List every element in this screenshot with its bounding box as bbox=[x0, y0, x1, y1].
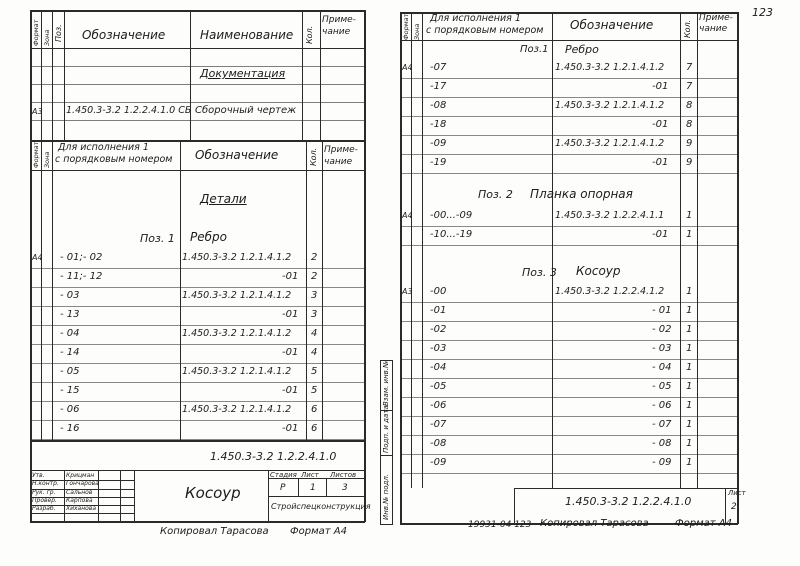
signature-role: Утв. bbox=[32, 472, 45, 479]
row-qty: 1 bbox=[686, 438, 693, 449]
row-exec: - 13 bbox=[60, 309, 80, 320]
row-divider bbox=[400, 416, 738, 417]
row-qty: 1 bbox=[686, 343, 693, 354]
header-designation: Обозначение bbox=[82, 28, 166, 42]
row-exec: -10...-19 bbox=[430, 229, 473, 240]
row-divider bbox=[400, 116, 738, 117]
r-header-qty: Кол. bbox=[683, 19, 692, 38]
row-exec: -06 bbox=[430, 400, 447, 411]
r-footer-copied: Копировал Тарасова bbox=[540, 518, 649, 529]
row-designation: -01 bbox=[652, 229, 669, 240]
doc-format: А3 bbox=[32, 107, 43, 116]
title-block-name: Косоур bbox=[185, 484, 241, 502]
row-designation: - 06 bbox=[652, 400, 672, 411]
row-divider bbox=[400, 340, 738, 341]
row-qty: 4 bbox=[311, 347, 318, 358]
row-divider bbox=[400, 321, 738, 322]
row-qty: 1 bbox=[686, 381, 693, 392]
row-qty: 1 bbox=[686, 305, 693, 316]
row-qty: 1 bbox=[686, 419, 693, 430]
r-header-designation: Обозначение bbox=[570, 18, 654, 32]
row-designation: 1.450.3-3.2 1.2.1.4.1.2 bbox=[555, 138, 665, 149]
row-qty: 1 bbox=[686, 229, 693, 240]
signature-role: Н.контр. bbox=[32, 480, 59, 488]
row-qty: 6 bbox=[311, 404, 318, 415]
r-pos2-label: Поз. 2 bbox=[478, 188, 513, 201]
header-pos: Поз. bbox=[54, 24, 63, 42]
row-exec: -07 bbox=[430, 62, 447, 73]
row-qty: 2 bbox=[311, 271, 318, 282]
row-qty: 6 bbox=[311, 423, 318, 434]
title-block-code: 1.450.3-3.2 1.2.2.4.1.0 bbox=[210, 450, 337, 463]
row-designation: 1.450.3-3.2 1.2.2.4.1.1 bbox=[555, 210, 665, 221]
r-header-exec-1: Для исполнения 1 bbox=[430, 13, 521, 24]
side-label-sign: Подп. и дата bbox=[382, 405, 390, 453]
r-header-format: Формат bbox=[402, 13, 410, 40]
row-qty: 5 bbox=[311, 366, 318, 377]
row-exec: -00 bbox=[430, 286, 447, 297]
row-exec: -09 bbox=[430, 457, 447, 468]
r-pos3-name: Косоур bbox=[576, 264, 621, 278]
r-footer-order: 19931-04 123 bbox=[468, 520, 532, 530]
r-pos3-label: Поз. 3 bbox=[522, 266, 557, 279]
row-qty: 8 bbox=[686, 119, 693, 130]
row-designation: 1.450.3-3.2 1.2.1.4.1.2 bbox=[555, 100, 665, 111]
row-exec: - 03 bbox=[60, 290, 80, 301]
row-exec: - 15 bbox=[60, 385, 80, 396]
organization: Стройспецконструкция bbox=[271, 502, 371, 511]
sub-header-exec-2: с порядковым номером bbox=[55, 154, 173, 165]
r-sheet-label: Лист bbox=[728, 489, 746, 497]
header-note: Приме- чание bbox=[322, 15, 356, 37]
signature-person: Карпова bbox=[66, 496, 93, 504]
sub-header-qty: Кол. bbox=[309, 147, 318, 166]
row-qty: 1 bbox=[686, 210, 693, 221]
row-exec: -02 bbox=[430, 324, 447, 335]
row-exec: - 11;- 12 bbox=[60, 271, 103, 282]
row-exec: -03 bbox=[430, 343, 447, 354]
row-divider bbox=[400, 226, 738, 227]
header-qty: Кол. bbox=[305, 25, 314, 44]
r-pos1-name: Ребро bbox=[565, 43, 599, 56]
row-exec: - 04 bbox=[60, 328, 80, 339]
row-designation: 1.450.3-3.2 1.2.1.4.1.2 bbox=[182, 366, 292, 377]
row-qty: 9 bbox=[686, 138, 693, 149]
signature-role: Провер. bbox=[32, 496, 57, 504]
row-divider bbox=[400, 435, 738, 436]
stage-value: Р bbox=[280, 483, 286, 493]
row-exec: - 01;- 02 bbox=[60, 252, 103, 263]
row-designation: - 08 bbox=[652, 438, 672, 449]
side-label-inv: Инв.№ подл. bbox=[382, 473, 390, 520]
signature-role: Рук. гр. bbox=[32, 488, 56, 496]
sub-header-designation: Обозначение bbox=[195, 148, 279, 162]
row-divider bbox=[400, 359, 738, 360]
r-header-exec-2: с порядковым номером bbox=[426, 25, 544, 36]
row-designation: -01 bbox=[652, 157, 669, 168]
row-designation: -01 bbox=[652, 81, 669, 92]
row-designation: -01 bbox=[282, 385, 299, 396]
r-pos2-name: Планка опорная bbox=[530, 187, 633, 201]
r-sheet-no: 2 bbox=[731, 502, 737, 512]
row-designation: - 09 bbox=[652, 457, 672, 468]
header-zone: Зона bbox=[43, 29, 51, 46]
row-exec: -09 bbox=[430, 138, 447, 149]
signature-person: Гончарова bbox=[66, 480, 99, 488]
footer-copied: Копировал Тарасова bbox=[160, 526, 269, 537]
row-qty: 1 bbox=[686, 362, 693, 373]
row-divider bbox=[400, 378, 738, 379]
r-bottom-code: 1.450.3-3.2 1.2.2.4.1.0 bbox=[565, 495, 692, 508]
header-format: Формат bbox=[32, 19, 40, 46]
row-exec: -19 bbox=[430, 157, 447, 168]
row-designation: -01 bbox=[282, 347, 299, 358]
sub-header-zone: Зона bbox=[43, 151, 51, 168]
sheets-label: Листов bbox=[330, 471, 357, 479]
row-divider bbox=[400, 245, 738, 246]
row-divider bbox=[400, 454, 738, 455]
row-designation: - 03 bbox=[652, 343, 672, 354]
details-section-title: Детали bbox=[200, 192, 247, 206]
row-qty: 7 bbox=[686, 62, 693, 73]
row-divider bbox=[400, 135, 738, 136]
header-name: Наименование bbox=[200, 28, 294, 42]
row-designation: -01 bbox=[282, 271, 299, 282]
row-qty: 8 bbox=[686, 100, 693, 111]
row-qty: 3 bbox=[311, 290, 318, 301]
row-exec: -08 bbox=[430, 438, 447, 449]
row-qty: 1 bbox=[686, 286, 693, 297]
row-exec: -08 bbox=[430, 100, 447, 111]
row-qty: 4 bbox=[311, 328, 318, 339]
row-divider bbox=[400, 173, 738, 174]
row-designation: -01 bbox=[652, 119, 669, 130]
r-footer-format: Формат А4 bbox=[675, 518, 732, 529]
row-qty: 5 bbox=[311, 385, 318, 396]
row-exec: -05 bbox=[430, 381, 447, 392]
sub-header-format: Формат bbox=[32, 141, 40, 168]
row-designation: 1.450.3-3.2 1.2.1.4.1.2 bbox=[182, 252, 292, 263]
row-divider bbox=[400, 97, 738, 98]
corner-page-number: 123 bbox=[752, 6, 773, 19]
row-designation: 1.450.3-3.2 1.2.1.4.1.2 bbox=[182, 404, 292, 415]
pos1-label: Поз. 1 bbox=[140, 232, 175, 245]
row-designation: - 02 bbox=[652, 324, 672, 335]
row-designation: -01 bbox=[282, 423, 299, 434]
sheet-label: Лист bbox=[301, 471, 319, 479]
row-qty: 2 bbox=[311, 252, 318, 263]
row-divider bbox=[400, 78, 738, 79]
row-divider bbox=[400, 397, 738, 398]
row-exec: -07 bbox=[430, 419, 447, 430]
signature-person: Сальнов bbox=[66, 488, 93, 496]
row-exec: -18 bbox=[430, 119, 447, 130]
row-divider bbox=[400, 154, 738, 155]
sheets-value: 3 bbox=[342, 483, 348, 493]
row-format: А4 bbox=[32, 253, 43, 262]
r-header-zone: Зона bbox=[413, 23, 421, 40]
signature-person: Хиханова bbox=[66, 505, 97, 513]
doc-designation: 1.450.3-3.2 1.2.2.4.1.0 СБ bbox=[66, 105, 192, 116]
row-divider bbox=[400, 302, 738, 303]
row-designation: - 07 bbox=[652, 419, 672, 430]
row-exec: - 14 bbox=[60, 347, 80, 358]
row-qty: 9 bbox=[686, 157, 693, 168]
row-exec: -17 bbox=[430, 81, 447, 92]
row-exec: - 06 bbox=[60, 404, 80, 415]
row-designation: 1.450.3-3.2 1.2.1.4.1.2 bbox=[182, 328, 292, 339]
r-header-note: Приме- чание bbox=[699, 13, 733, 34]
doc-section-title: Документация bbox=[200, 67, 286, 80]
row-divider bbox=[400, 473, 738, 474]
row-qty: 3 bbox=[311, 309, 318, 320]
r-pos1-label: Поз.1 bbox=[520, 44, 549, 55]
row-qty: 1 bbox=[686, 457, 693, 468]
row-exec: - 05 bbox=[60, 366, 80, 377]
row-qty: 1 bbox=[686, 400, 693, 411]
sub-header-exec-1: Для исполнения 1 bbox=[58, 142, 149, 153]
row-designation: 1.450.3-3.2 1.2.2.4.1.2 bbox=[555, 286, 665, 297]
doc-name: Сборочный чертеж bbox=[195, 105, 297, 116]
row-format: А3 bbox=[402, 287, 413, 296]
signature-role: Разраб. bbox=[32, 505, 56, 513]
row-qty: 1 bbox=[686, 324, 693, 335]
row-format: А4 bbox=[402, 211, 413, 220]
row-exec: - 16 bbox=[60, 423, 80, 434]
row-designation: 1.450.3-3.2 1.2.1.4.1.2 bbox=[555, 62, 665, 73]
stage-label: Стадия bbox=[270, 471, 297, 479]
side-label-replace: Взам. инв.№ bbox=[382, 360, 390, 406]
sheet-value: 1 bbox=[310, 483, 316, 493]
row-exec: -01 bbox=[430, 305, 447, 316]
row-designation: - 01 bbox=[652, 305, 672, 316]
signature-person: Крицман bbox=[66, 472, 95, 479]
row-designation: - 04 bbox=[652, 362, 672, 373]
row-designation: 1.450.3-3.2 1.2.1.4.1.2 bbox=[182, 290, 292, 301]
sub-header-note: Приме- чание bbox=[324, 145, 358, 167]
row-exec: -00...-09 bbox=[430, 210, 473, 221]
footer-format: Формат А4 bbox=[290, 526, 347, 537]
row-qty: 7 bbox=[686, 81, 693, 92]
row-designation: -01 bbox=[282, 309, 299, 320]
row-format: А4 bbox=[402, 63, 413, 72]
row-designation: - 05 bbox=[652, 381, 672, 392]
row-exec: -04 bbox=[430, 362, 447, 373]
pos1-name: Ребро bbox=[190, 230, 227, 244]
